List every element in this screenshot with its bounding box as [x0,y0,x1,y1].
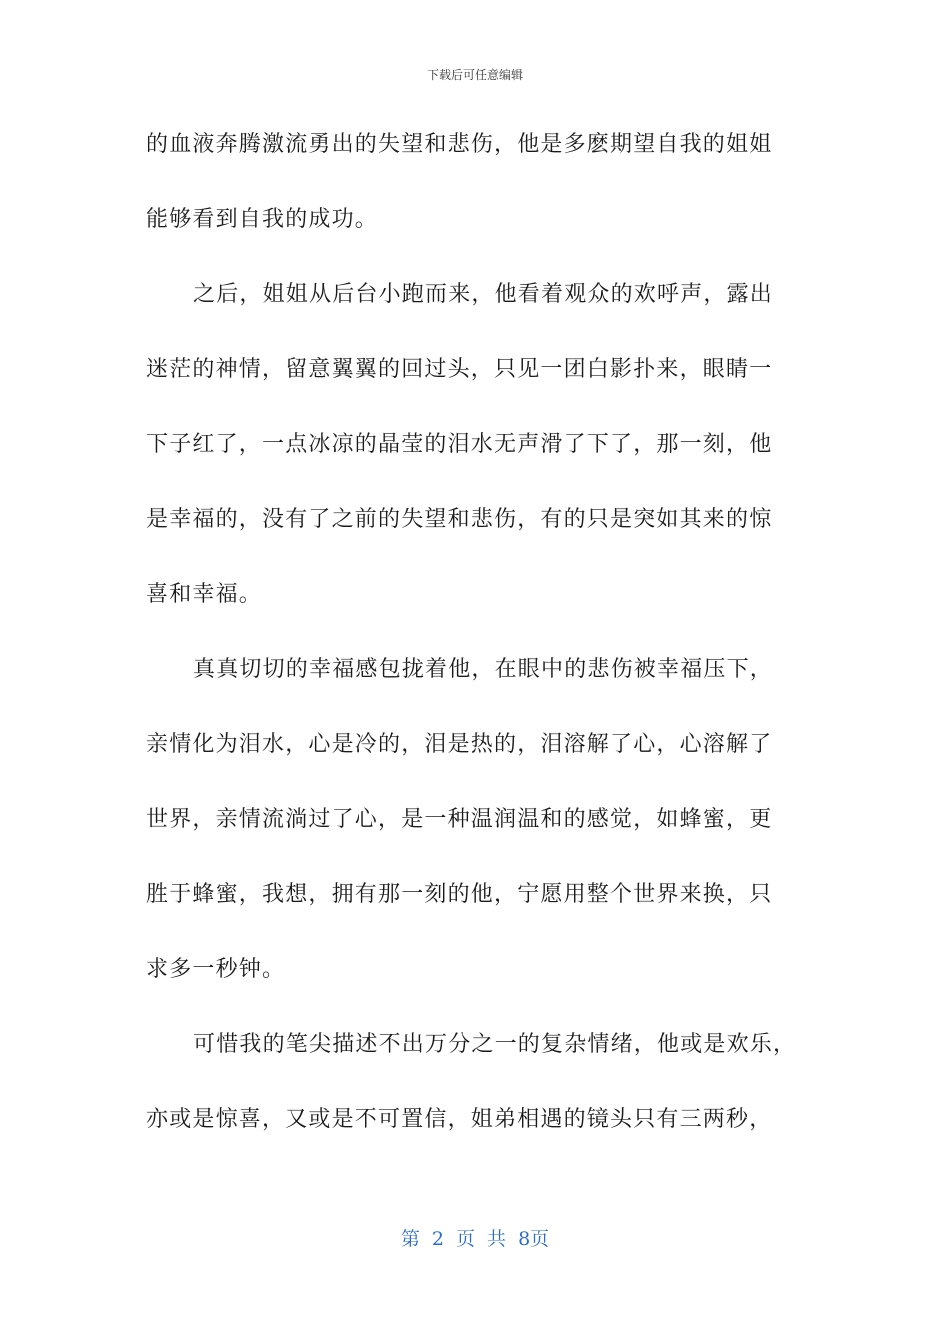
text-line-13: 可惜我的笔尖描述不出万分之一的复杂情绪，他或是欢乐， [193,1032,797,1057]
page-footer: 第 2 页 共 8页 [400,1228,550,1250]
text-line-3: 之后，姐姐从后台小跑而来，他看着观众的欢呼声，露出 [193,282,774,307]
text-line-8: 真真切切的幸福感包拢着他，在眼中的悲伤被幸福压下， [193,657,774,682]
text-line-2: 能够看到自我的成功。 [146,207,379,232]
page-header: 下载后可任意编辑 [426,68,523,82]
text-line-1: 的血液奔腾激流勇出的失望和悲伤，他是多麽期望自我的姐姐 [146,132,773,157]
text-line-5: 下子红了，一点冰凉的晶莹的泪水无声滑了下了，那一刻，他 [146,432,773,457]
text-line-12: 求多一秒钟。 [146,957,286,982]
text-line-14: 亦或是惊喜，又或是不可置信，姐弟相遇的镜头只有三两秒， [146,1107,773,1132]
text-line-6: 是幸福的，没有了之前的失望和悲伤，有的只是突如其来的惊 [146,507,773,532]
text-line-4: 迷茫的神情，留意翼翼的回过头，只见一团白影扑来，眼睛一 [146,357,773,382]
text-line-11: 胜于蜂蜜，我想，拥有那一刻的他，宁愿用整个世界来换，只 [146,882,773,907]
text-line-10: 世界，亲情流淌过了心，是一种温润温和的感觉，如蜂蜜，更 [146,807,773,832]
document-body [146,120,810,1170]
text-line-7: 喜和幸福。 [146,582,263,607]
text-line-9: 亲情化为泪水，心是冷的，泪是热的，泪溶解了心，心溶解了 [146,732,773,757]
